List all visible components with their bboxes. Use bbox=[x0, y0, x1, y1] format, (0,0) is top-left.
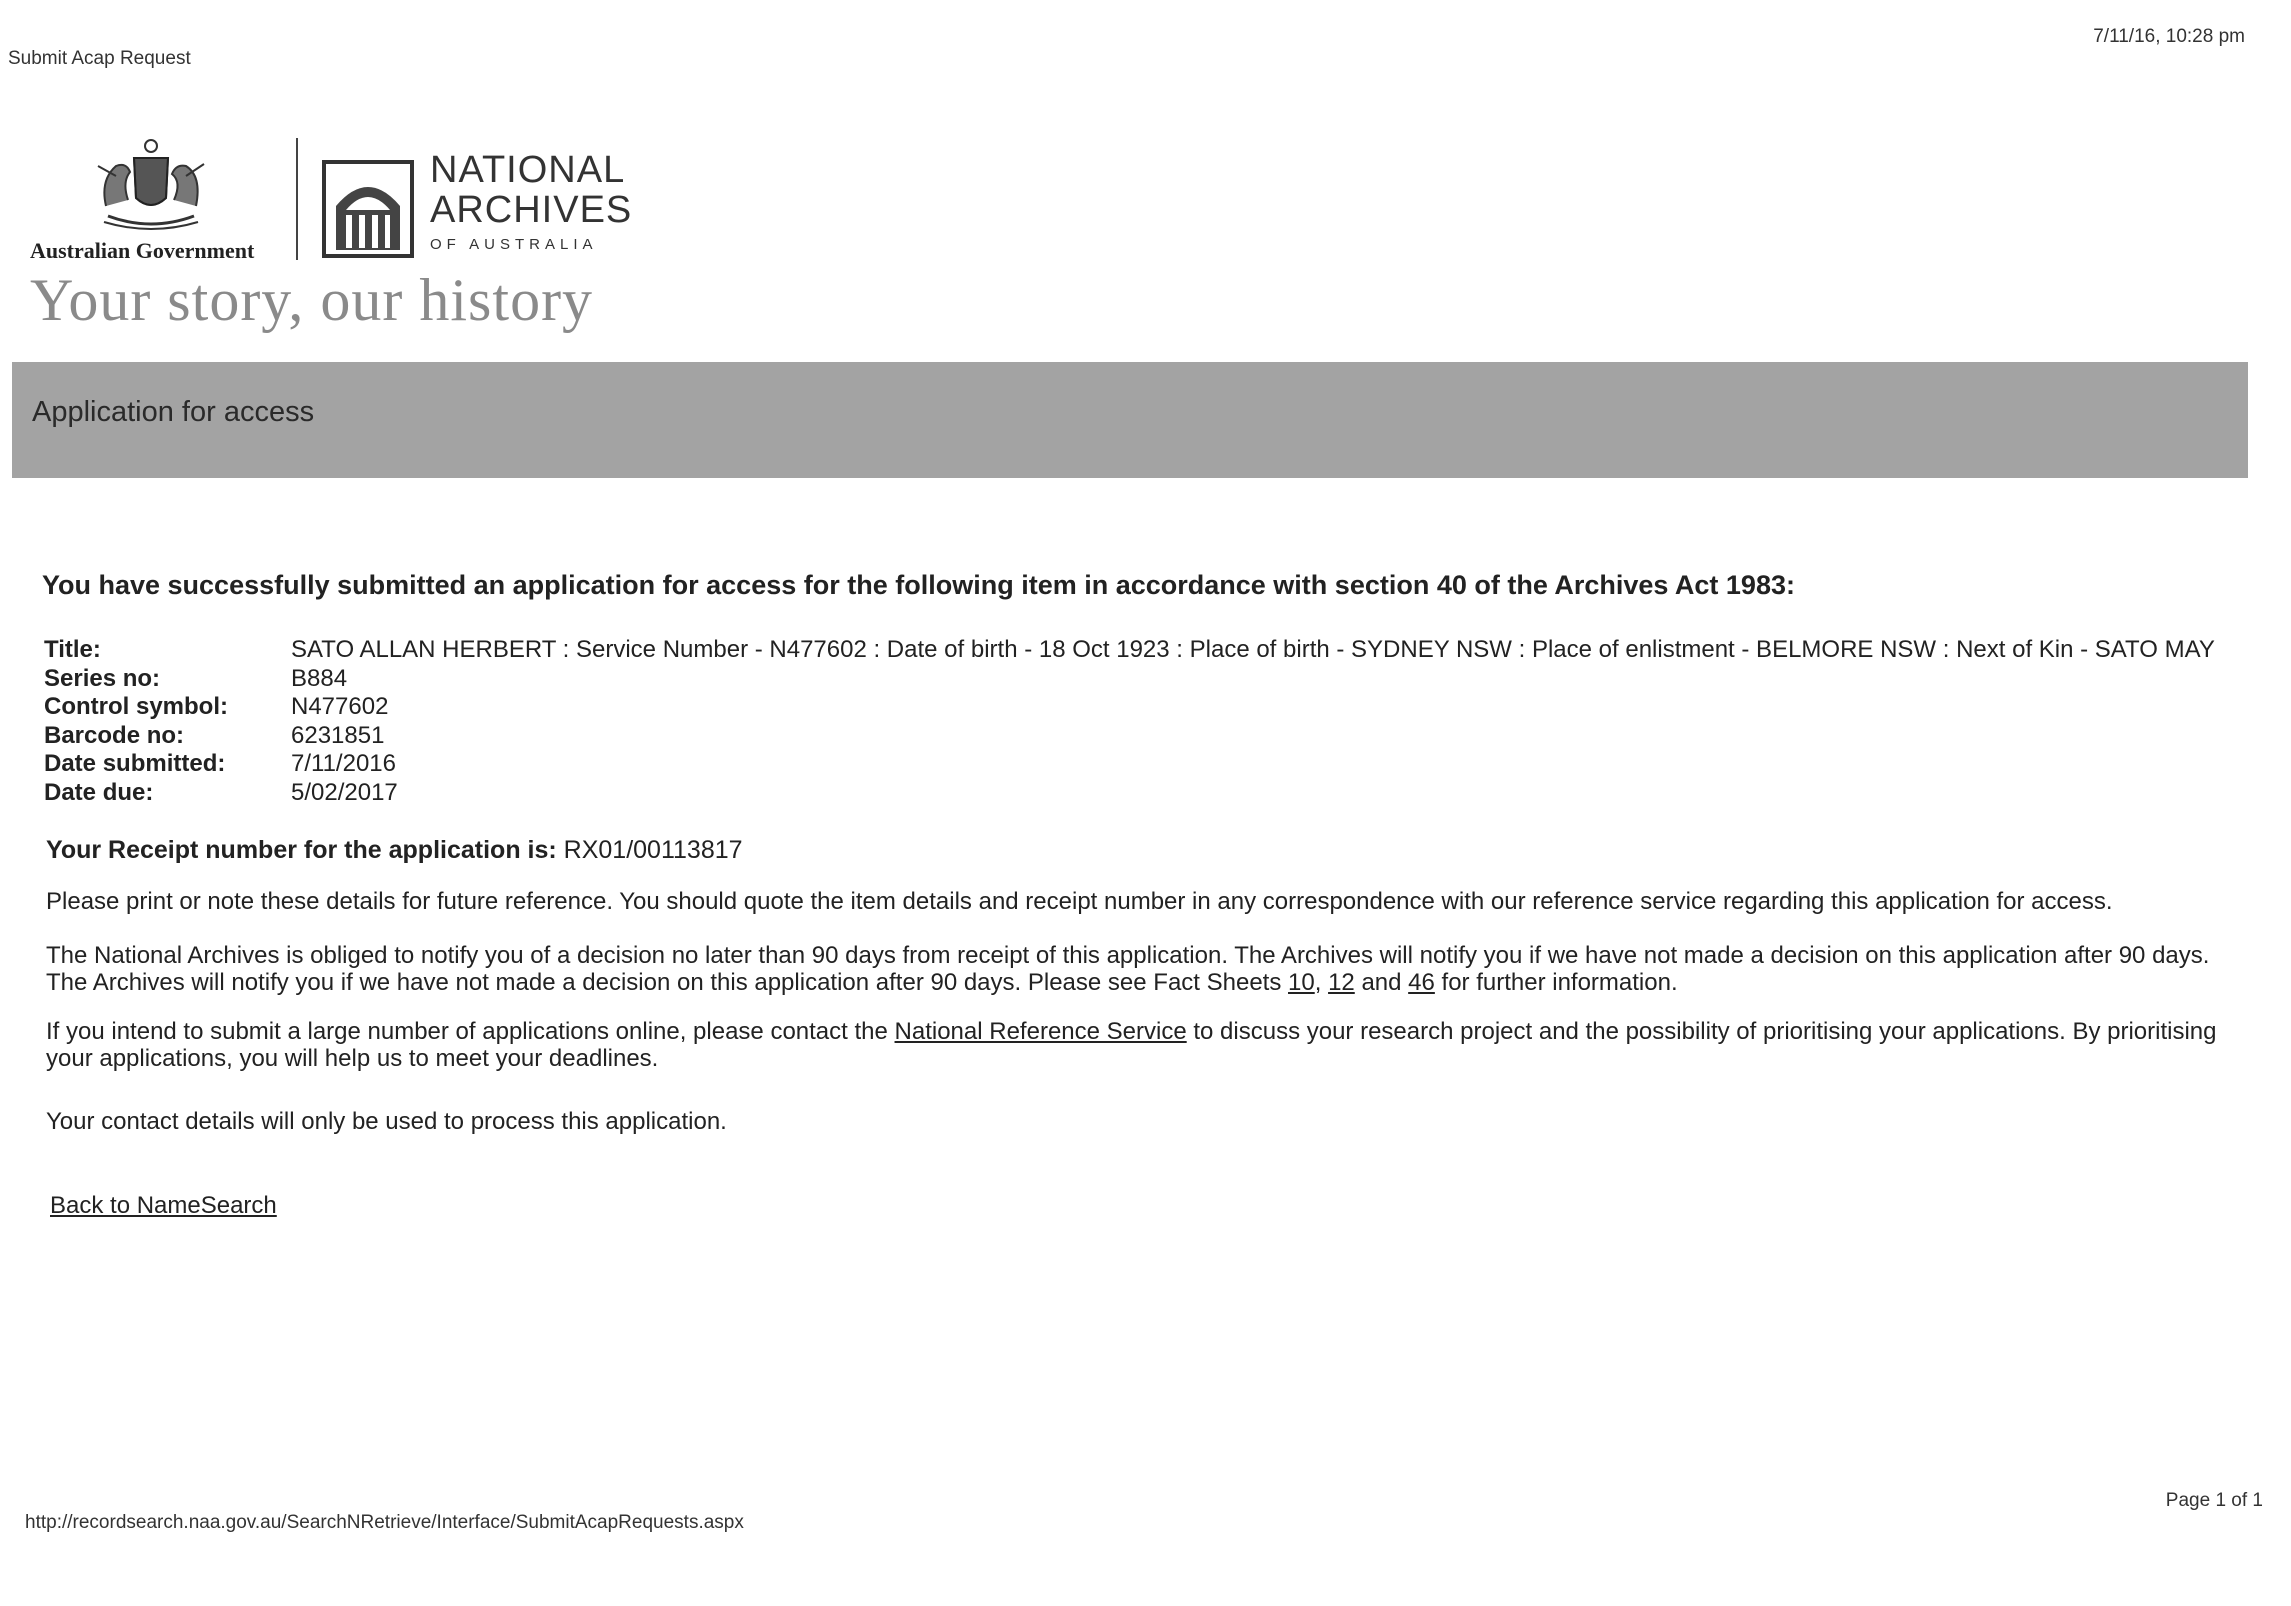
detail-label: Control symbol: bbox=[44, 693, 228, 720]
back-to-namesearch-link[interactable]: Back to NameSearch bbox=[50, 1192, 277, 1219]
tagline: Your story, our history bbox=[30, 267, 594, 333]
fact-sheet-46-link[interactable]: 46 bbox=[1408, 969, 1435, 996]
separator-comma: , bbox=[1314, 969, 1322, 996]
detail-value: 7/11/2016 bbox=[291, 750, 396, 777]
detail-label: Date due: bbox=[44, 778, 154, 806]
archives-building-icon bbox=[322, 160, 414, 258]
decision-notice-paragraph bbox=[46, 942, 2256, 996]
detail-row-control-symbol bbox=[44, 693, 2254, 722]
print-url: http://recordsearch.naa.gov.au/SearchNRetrieve/Interface/SubmitAcapRequests.aspx bbox=[25, 1512, 744, 1533]
large-applications-text-end: to discuss your research project and the possibility of prioritising your applications. By prioritising your applications, you will help us to meet your deadlines. bbox=[46, 1018, 2217, 1072]
banner-title: Application for access bbox=[32, 396, 315, 428]
detail-row-date-due bbox=[44, 779, 2254, 808]
detail-row-series bbox=[44, 665, 2254, 694]
print-timestamp: 7/11/16, 10:28 pm bbox=[2093, 26, 2245, 47]
receipt-label: Your Receipt number for the application is: bbox=[46, 836, 557, 864]
detail-label: Date submitted: bbox=[44, 750, 226, 777]
australian-government-logo bbox=[30, 136, 275, 264]
print-note-paragraph: Please print or note these details for future reference. You should quote the item details and receipt number in any correspondence with our reference service regarding this application for access. bbox=[46, 888, 2113, 915]
detail-label: Barcode no: bbox=[44, 721, 185, 749]
logo-line-archives: ARCHIVES bbox=[430, 189, 633, 231]
fact-sheet-10-link[interactable]: 10 bbox=[1288, 969, 1315, 996]
detail-row-barcode bbox=[44, 722, 2254, 751]
item-details-table bbox=[44, 636, 2254, 807]
detail-value: N477602 bbox=[291, 693, 389, 720]
national-archives-logo-text bbox=[430, 150, 632, 253]
receipt-number: RX01/00113817 bbox=[563, 836, 743, 864]
detail-value: 6231851 bbox=[291, 721, 385, 749]
national-reference-service-link[interactable]: National Reference Service bbox=[894, 1018, 1187, 1045]
detail-row-title bbox=[44, 636, 2254, 665]
print-page-number: Page 1 of 1 bbox=[2165, 1490, 2263, 1511]
print-page-title: Submit Acap Request bbox=[8, 48, 191, 69]
logo-line-national: NATIONAL bbox=[430, 149, 626, 191]
large-applications-paragraph bbox=[46, 1018, 2256, 1072]
large-applications-text: If you intend to submit a large number of applications online, please contact the bbox=[46, 1018, 888, 1045]
detail-label: Title: bbox=[44, 636, 101, 663]
logo-divider bbox=[296, 138, 298, 260]
further-info-text: for further information. bbox=[1441, 969, 1678, 996]
page-banner bbox=[12, 362, 2248, 478]
fact-sheet-12-link[interactable]: 12 bbox=[1328, 969, 1355, 996]
detail-value: 5/02/2017 bbox=[291, 778, 398, 806]
separator-and: and bbox=[1361, 969, 1402, 996]
detail-row-date-submitted bbox=[44, 750, 2254, 779]
detail-value: SATO ALLAN HERBERT : Service Number - N477602 : Date of birth - 18 Oct 1923 : Place of birth - SYDNEY NSW : Place of enlistment - BELMORE NSW : Next of Kin - SATO MAY bbox=[291, 636, 2215, 663]
confirmation-headline: You have successfully submitted an application for access for the following item in accordance with section 40 of the Archives Act 1983: bbox=[42, 570, 1795, 600]
decision-text: The National Archives is obliged to notify you of a decision no later than 90 days from receipt of this application. The Archives will notify you if we have not made a decision on this application after 90 days. The Archives will notify you if we have not made a decision on this application after 90 days. Please see Fact Sheets bbox=[46, 942, 2210, 996]
detail-label: Series no: bbox=[44, 664, 161, 692]
coat-of-arms-icon bbox=[86, 136, 216, 236]
detail-value: B884 bbox=[291, 664, 348, 692]
logo-line-of-australia: OF AUSTRALIA bbox=[430, 236, 598, 253]
government-label: Australian Government bbox=[30, 238, 255, 263]
receipt-line bbox=[46, 836, 743, 865]
contact-details-paragraph: Your contact details will only be used to process this application. bbox=[46, 1108, 727, 1135]
